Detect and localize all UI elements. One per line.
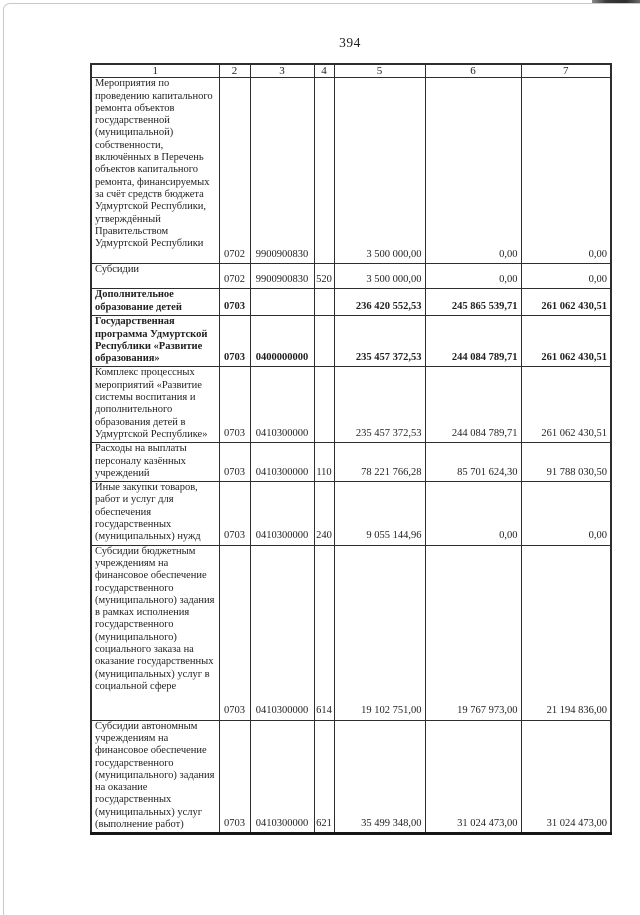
column-number-header: 5 (334, 64, 425, 78)
code-expense-type-cell: 614 (314, 545, 334, 720)
amount-year1-cell: 236 420 552,53 (334, 289, 425, 316)
budget-table-body (91, 78, 611, 834)
amount-year1-cell: 35 499 348,00 (334, 720, 425, 834)
code-section-cell: 0703 (219, 482, 250, 545)
table-row (91, 720, 611, 834)
scan-artifact-smudge (592, 0, 640, 3)
code-target-article-cell (250, 289, 314, 316)
code-section-cell: 0703 (219, 289, 250, 316)
table-row (91, 316, 611, 367)
row-label-cell: Комплекс процессных мероприятий «Развитие системы воспитания и дополнительного образования детей в Удмуртской Республике» (91, 367, 219, 443)
amount-year2-cell: 244 084 789,71 (425, 367, 521, 443)
code-section-cell: 0703 (219, 443, 250, 482)
amount-year3-cell: 91 788 030,50 (521, 443, 611, 482)
code-section-cell: 0703 (219, 316, 250, 367)
code-expense-type-cell: 110 (314, 443, 334, 482)
amount-year3-cell: 0,00 (521, 264, 611, 289)
code-target-article-cell: 9900900830 (250, 78, 314, 264)
code-section-cell: 0702 (219, 264, 250, 289)
amount-year3-cell: 0,00 (521, 78, 611, 264)
code-expense-type-cell (314, 78, 334, 264)
amount-year3-cell: 261 062 430,51 (521, 367, 611, 443)
code-section-cell: 0703 (219, 545, 250, 720)
amount-year2-cell: 245 865 539,71 (425, 289, 521, 316)
amount-year2-cell: 0,00 (425, 482, 521, 545)
amount-year1-cell: 235 457 372,53 (334, 316, 425, 367)
column-number-header: 4 (314, 64, 334, 78)
table-row (91, 264, 611, 289)
amount-year3-cell: 31 024 473,00 (521, 720, 611, 834)
row-label-cell: Государственная программа Удмуртской Республики «Развитие образования» (91, 316, 219, 367)
amount-year2-cell: 85 701 624,30 (425, 443, 521, 482)
column-number-header: 2 (219, 64, 250, 78)
amount-year3-cell: 21 194 836,00 (521, 545, 611, 720)
amount-year2-cell: 31 024 473,00 (425, 720, 521, 834)
code-target-article-cell: 0410300000 (250, 545, 314, 720)
amount-year2-cell: 19 767 973,00 (425, 545, 521, 720)
amount-year1-cell: 19 102 751,00 (334, 545, 425, 720)
row-label-cell: Субсидии бюджетным учреждениям на финансовое обеспечение государственного (муниципального) задания в рамках исполнения государственного (муниципального) социального заказа на оказание государственных (муниципальных) услуг в социальной сфере (91, 545, 219, 720)
code-expense-type-cell: 621 (314, 720, 334, 834)
column-number-header: 7 (521, 64, 611, 78)
amount-year1-cell: 9 055 144,96 (334, 482, 425, 545)
row-label-cell: Мероприятия по проведению капитального ремонта объектов государственной (муниципальной) собственности, включённых в Перечень объектов капитального ремонта, финансируемых за счёт средств бюджета Удмуртской Республики, утверждённый Правительством Удмуртской Республики (91, 78, 219, 264)
code-expense-type-cell: 240 (314, 482, 334, 545)
table-row (91, 482, 611, 545)
amount-year1-cell: 3 500 000,00 (334, 78, 425, 264)
code-target-article-cell: 0410300000 (250, 720, 314, 834)
page-number: 394 (339, 35, 361, 50)
amount-year2-cell: 0,00 (425, 264, 521, 289)
code-expense-type-cell: 520 (314, 264, 334, 289)
row-label-cell: Дополнительное образование детей (91, 289, 219, 316)
column-number-header: 3 (250, 64, 314, 78)
amount-year3-cell: 261 062 430,51 (521, 316, 611, 367)
code-section-cell: 0703 (219, 720, 250, 834)
table-row (91, 78, 611, 264)
code-expense-type-cell (314, 289, 334, 316)
code-expense-type-cell (314, 367, 334, 443)
code-section-cell: 0703 (219, 367, 250, 443)
amount-year3-cell: 261 062 430,51 (521, 289, 611, 316)
code-target-article-cell: 0410300000 (250, 443, 314, 482)
code-target-article-cell: 0410300000 (250, 367, 314, 443)
code-expense-type-cell (314, 316, 334, 367)
amount-year1-cell: 78 221 766,28 (334, 443, 425, 482)
row-label-cell: Субсидии (91, 264, 219, 289)
table-row (91, 289, 611, 316)
code-target-article-cell: 0400000000 (250, 316, 314, 367)
column-number-header: 6 (425, 64, 521, 78)
amount-year1-cell: 3 500 000,00 (334, 264, 425, 289)
amount-year3-cell: 0,00 (521, 482, 611, 545)
code-target-article-cell: 9900900830 (250, 264, 314, 289)
table-row (91, 443, 611, 482)
table-header-row (91, 64, 611, 78)
amount-year2-cell: 0,00 (425, 78, 521, 264)
code-section-cell: 0702 (219, 78, 250, 264)
row-label-cell: Субсидии автономным учреждениям на финансовое обеспечение государственного (муниципального) задания на оказание государственных (муниципальных) услуг (выполнение работ) (91, 720, 219, 834)
column-number-header: 1 (91, 64, 219, 78)
amount-year2-cell: 244 084 789,71 (425, 316, 521, 367)
amount-year1-cell: 235 457 372,53 (334, 367, 425, 443)
row-label-cell: Расходы на выплаты персоналу казённых учреждений (91, 443, 219, 482)
budget-expenditure-table (90, 63, 612, 835)
table-row (91, 367, 611, 443)
code-target-article-cell: 0410300000 (250, 482, 314, 545)
table-row (91, 545, 611, 720)
row-label-cell: Иные закупки товаров, работ и услуг для обеспечения государственных (муниципальных) нужд (91, 482, 219, 545)
